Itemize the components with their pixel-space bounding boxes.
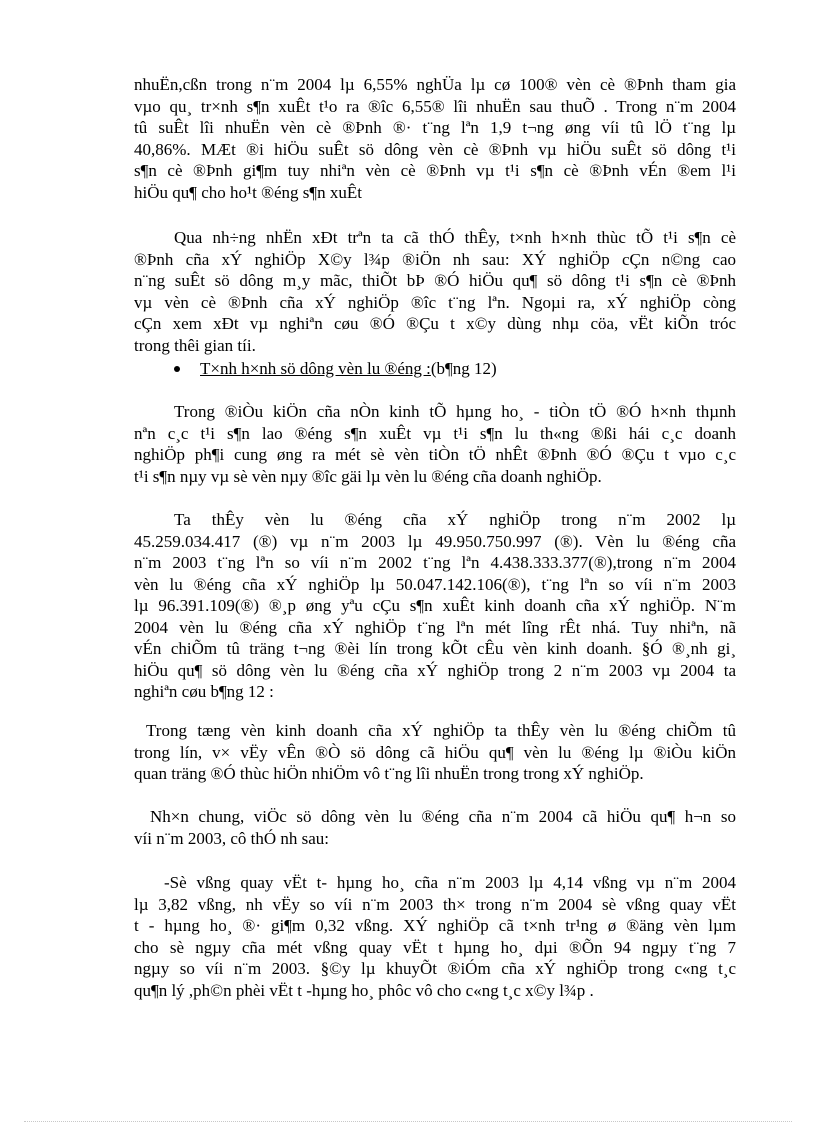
text-line: vµo qu¸ tr×nh s¶n xuÊt t¹o ra ®îc 6,55® lîi nhuËn sau thuÕ . Trong n¨m 2004: [134, 96, 736, 116]
text-line: Nh×n chung, viÖc sö dông vèn lu ®éng cña n¨m 2004 cã hiÖu qu¶ h¬n so: [150, 807, 736, 826]
page-bottom-rule: [24, 1121, 792, 1122]
bullet-heading-label: T×nh h×nh sö dông vèn lu ®éng :: [200, 359, 431, 378]
text-line: qu¶n lý ,ph©n phèi vËt t -hµng ho¸ phôc vô cho c«ng t¸c x©y l¾p .: [134, 980, 594, 1000]
text-line: lµ 3,82 vßng, nh vËy so víi n¨m 2003 th× trong n¨m 2004 sè vßng quay vËt: [134, 894, 736, 914]
text-line: lµ 96.391.109(®) ®¸p øng yªu cÇu s¶n xuÊt kinh doanh cña xÝ nghiÖp. N¨m: [134, 596, 736, 615]
paragraph-6: [134, 806, 736, 849]
paragraph-7: [134, 872, 736, 1001]
text-line: víi n¨m 2003, cô thÓ nh sau:: [134, 828, 330, 848]
text-line: Qua nh÷ng nhËn xÐt trªn ta cã thÓ thÊy, t×nh h×nh thùc tÕ t¹i s¶n cè: [174, 228, 736, 247]
text-line: ngµy so víi n¨m 2003. §©y lµ khuyÕt ®iÓm cña xÝ nghiÖp trong c«ng t¸c: [134, 959, 736, 978]
text-line: ®Þnh cña xÝ nghiÖp X©y l¾p ®iÖn nh sau: XÝ nghiÖp cÇn n©ng cao: [134, 249, 736, 269]
text-line: n¨ng suÊt sö dông m¸y mãc, thiÕt bÞ ®Ó hiÖu qu¶ sö dông t¹i s¶n cè ®Þnh: [134, 271, 736, 290]
text-line: hiÖu qu¶ cho ho¹t ®éng s¶n xuÊt: [134, 182, 362, 202]
text-line: vèn lu ®éng cña xÝ nghiÖp lµ 50.047.142.106(®), t¨ng lªn so víi n¨m 2003: [134, 574, 736, 594]
text-line: tû suÊt lîi nhuËn vèn cè ®Þnh ®· t¨ng lªn 1,9 t¬ng øng víi tû lÖ t¨ng lµ: [134, 118, 736, 137]
text-line: vÉn chiÕm tû träng t¬ng ®èi lín trong kÕt cÊu vèn kinh doanh. §Ó ®¸nh gi¸: [134, 639, 736, 658]
text-line: nªn c¸c t¹i s¶n lao ®éng s¶n xuÊt vµ t¹i s¶n lu th«ng ®ßi hái c¸c doanh: [134, 423, 736, 443]
paragraph-5: [134, 720, 736, 785]
paragraph-4: [134, 509, 736, 703]
text-line: nghiÖp ph¶i cung øng ra mét sè vèn tiÒn tÖ nhÊt ®Þnh ®Ó ®Çu t vµo c¸c: [134, 445, 736, 464]
paragraph-2: [134, 227, 736, 356]
bullet-heading-suffix: (b¶ng 12): [430, 359, 497, 378]
text-line: vµ vèn cè ®Þnh cña xÝ nghiÖp ®îc t¨ng lªn. Ngoµi ra, xÝ nghiÖp còng: [134, 292, 736, 312]
text-line: 45.259.034.417 (®) vµ n¨m 2003 lµ 49.950.750.997 (®). Vèn lu ®éng cña: [134, 531, 736, 551]
text-line: Trong tæng vèn kinh doanh cña xÝ nghiÖp ta thÊy vèn lu ®éng chiÕm tû: [146, 721, 736, 740]
text-line: n¨m 2003 t¨ng lªn so víi n¨m 2002 t¨ng lªn 4.438.333.377(®),trong n¨m 2004: [134, 553, 736, 572]
text-line: quan träng ®Ó thùc hiÖn nhiÖm vô t¨ng lîi nhuËn trong trong xÝ nghiÖp.: [134, 764, 644, 783]
paragraph-1: [134, 74, 736, 203]
text-line: -Sè vßng quay vËt t- hµng ho¸ cña n¨m 2003 lµ 4,14 vßng vµ n¨m 2004: [164, 873, 736, 892]
bullet-icon: [174, 366, 180, 372]
paragraph-3: [134, 401, 736, 487]
text-line: 2004 vèn lu ®éng cña xÝ nghiÖp t¨ng lªn mét lîng rÊt nhá. Tuy nhiªn, nã: [134, 617, 736, 637]
text-line: cÇn xem xÐt vµ nghiªn cøu ®Ó ®Çu t x©y dùng nhµ cöa, vËt kiÕn tróc: [134, 314, 736, 333]
text-line: hiÖu qu¶ sö dông vèn lu ®éng cña xÝ nghiÖp trong 2 n¨m 2003 vµ 2004 ta: [134, 660, 736, 680]
text-line: 40,86%. MÆt ®i hiÖu suÊt sö dông vèn cè ®Þnh vµ hiÖu suÊt sö dông t¹i: [134, 139, 736, 159]
text-line: nghiªn cøu b¶ng 12 :: [134, 682, 274, 701]
bullet-text: [200, 358, 497, 380]
text-line: t¹i s¶n nµy vµ sè vèn nµy ®îc gäi lµ vèn lu ®éng cña doanh nghiÖp.: [134, 466, 602, 486]
text-line: cho sè ngµy cña mét vßng quay vËt t hµng ho¸ dµi ®Õn 94 ngµy t¨ng 7: [134, 937, 736, 957]
text-line: Ta thÊy vèn lu ®éng cña xÝ nghiÖp trong n¨m 2002 lµ: [174, 510, 736, 529]
text-line: Trong ®iÒu kiÖn cña nÒn kinh tÕ hµng ho¸ - tiÒn tÖ ®Ó h×nh thµnh: [174, 402, 736, 421]
text-line: t - hµng ho¸ ®· gi¶m 0,32 vßng. XÝ nghiÖp cã t×nh tr¹ng ø ®äng vèn lµm: [134, 916, 736, 935]
text-line: nhuËn,cßn trong n¨m 2004 lµ 6,55% nghÜa lµ cø 100® vèn cè ®Þnh tham gia: [134, 75, 736, 94]
text-line: trong lín, v× vËy vÊn ®Ò sö dông cã hiÖu qu¶ vèn lu ®éng lµ ®iÒu kiÖn: [134, 742, 736, 762]
text-line: s¶n cè ®Þnh gi¶m tuy nhiªn vèn cè ®Þnh vµ t¹i s¶n cè ®Þnh vÉn ®em l¹i: [134, 161, 736, 180]
text-line: trong thêi gian tíi.: [134, 335, 256, 355]
